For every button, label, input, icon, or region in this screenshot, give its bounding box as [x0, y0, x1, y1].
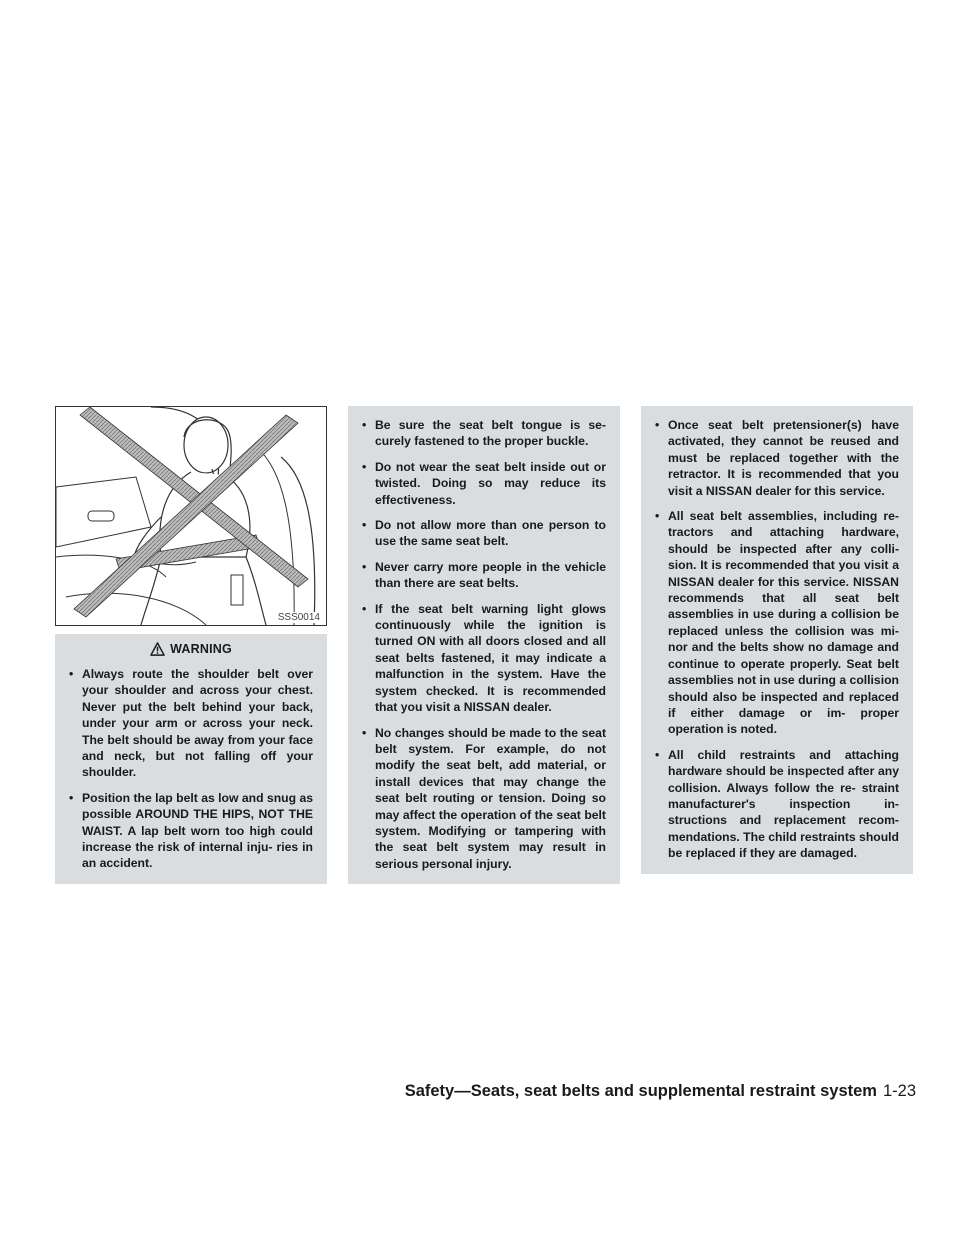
warning-title: WARNING	[170, 642, 232, 656]
list-item: • Position the lap belt as low and snug as possible AROUND THE HIPS, NOT THE WAIST. A lap belt worn too high could increase the risk of internal inju- ries in an accident.	[69, 790, 313, 872]
warning-list-col3	[655, 417, 899, 862]
list-item: • If the seat belt warning light glows continuously while the ignition is turned ON with all doors closed and all seat belts fastened, it may indicate a malfunction in the system. Have the system checked. It is recommended that you visit a NISSAN dealer.	[362, 601, 606, 716]
seated-person-illustration	[56, 407, 326, 625]
list-item: • Never carry more people in the vehicle than there are seat belts.	[362, 559, 606, 592]
figure-label: SSS0014	[277, 612, 320, 623]
list-item: • All child restraints and attaching hardware should be inspected after any collision. Always follow the re- straint manufacturer's inspection in- structions and replacement recom- mendations. The child restraints should be replaced if they are damaged.	[655, 747, 899, 862]
list-item: • Always route the shoulder belt over your shoulder and across your chest. Never put the belt behind your back, under your arm or across your neck. The belt should be away from your face and neck, but not falling off your shoulder.	[69, 666, 313, 781]
page-footer	[405, 1082, 916, 1101]
warning-triangle-icon	[150, 642, 165, 656]
list-item: • Be sure the seat belt tongue is se- curely fastened to the proper buckle.	[362, 417, 606, 450]
illustration-incorrect-belt-routing	[55, 406, 327, 626]
list-item: • Do not allow more than one person to use the same seat belt.	[362, 517, 606, 550]
warning-header	[69, 642, 313, 656]
list-item: • Do not wear the seat belt inside out or twisted. Doing so may reduce its effectiveness.	[362, 459, 606, 508]
section-title: Safety—Seats, seat belts and supplemental restraint system	[404, 1082, 877, 1100]
warning-box-col1	[55, 634, 327, 884]
warning-box-col3	[641, 406, 913, 874]
page-number: 1-23	[882, 1082, 916, 1100]
warning-list-col2	[362, 417, 606, 872]
warning-list-col1	[69, 666, 313, 872]
list-item: • Once seat belt pretensioner(s) have activated, they cannot be reused and must be replaced together with the retractor. It is recommended that you visit a NISSAN dealer for this service.	[655, 417, 899, 499]
list-item: • All seat belt assemblies, including re- tractors and attaching hardware, should be inspected after any colli- sion. It is recommended that you visit a NISSAN dealer for this service. NISSAN recommends that all seat belt assemblies in use during a collision be replaced unless the collision was mi- nor and the belts show no damage and continue to operate properly. Seat belt assemblies not in use during a collision should also be inspected and replaced if either damage or im- proper operation is noted.	[655, 508, 899, 738]
warning-box-col2	[348, 406, 620, 884]
list-item: • No changes should be made to the seat belt system. For example, do not modify the seat belt, add material, or install devices that may change the seat belt routing or tension. Doing so may affect the operation of the seat belt system. Modifying or tampering with the seat belt system may result in serious personal injury.	[362, 725, 606, 873]
